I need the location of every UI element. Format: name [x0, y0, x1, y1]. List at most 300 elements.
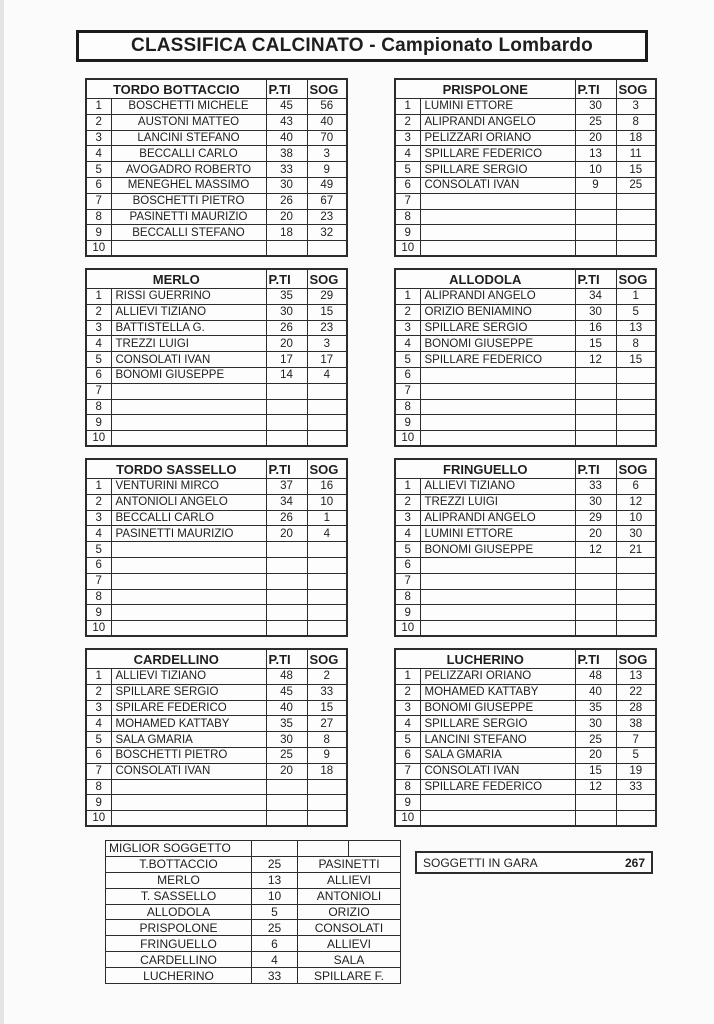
pti-cell: 25: [575, 732, 616, 748]
species-cell: T.BOTTACCIO: [106, 856, 252, 872]
table-tordo-bottaccio: [85, 78, 348, 257]
count-cell: 13: [252, 872, 298, 888]
pti-cell: 38: [266, 146, 307, 162]
pti-cell: [266, 542, 307, 558]
rank-cell: 6: [395, 177, 420, 193]
name-cell: [420, 589, 575, 605]
table-row: [395, 811, 656, 827]
table-cardellino: [85, 648, 348, 827]
pti-cell: 35: [266, 289, 307, 305]
table-row: [395, 479, 656, 495]
pti-cell: [575, 399, 616, 415]
name-cell: SPILLARE SERGIO: [420, 162, 575, 178]
rank-cell: 5: [395, 352, 420, 368]
name-cell: LUMINI ETTORE: [420, 99, 575, 115]
table-title: ALLODOLA: [395, 269, 575, 289]
table-row: [395, 352, 656, 368]
table-header-row: [86, 459, 347, 479]
sog-cell: [307, 795, 347, 811]
sog-cell: 13: [616, 669, 656, 685]
sog-cell: [307, 589, 347, 605]
sog-cell: 21: [616, 542, 656, 558]
sog-cell: 16: [307, 479, 347, 495]
pti-cell: 35: [575, 700, 616, 716]
name-cell: [420, 795, 575, 811]
rank-cell: 5: [86, 542, 111, 558]
table-row: [86, 114, 347, 130]
name-cell: ALLIEVI TIZIANO: [111, 669, 266, 685]
sog-cell: 22: [616, 684, 656, 700]
sog-cell: 9: [307, 162, 347, 178]
count-cell: 25: [252, 856, 298, 872]
table-title: LUCHERINO: [395, 649, 575, 669]
rank-cell: 9: [395, 415, 420, 431]
name-cell: SPILLARE SERGIO: [420, 320, 575, 336]
sog-cell: 49: [307, 177, 347, 193]
rank-cell: 7: [86, 193, 111, 209]
col-header-sog: SOG: [616, 459, 656, 479]
sog-cell: 2: [307, 669, 347, 685]
rank-cell: 5: [86, 352, 111, 368]
name-cell: SPILLARE FEDERICO: [420, 146, 575, 162]
table-title: PRISPOLONE: [395, 79, 575, 99]
pti-cell: 48: [266, 669, 307, 685]
table-row: [395, 146, 656, 162]
col-header-pti: P.TI: [266, 649, 307, 669]
winner-cell: PASINETTI: [298, 856, 401, 872]
sog-cell: 18: [616, 130, 656, 146]
table-row: [395, 589, 656, 605]
sog-cell: 38: [616, 716, 656, 732]
pti-cell: [575, 415, 616, 431]
rank-cell: 2: [86, 684, 111, 700]
count-cell: 25: [252, 920, 298, 936]
species-cell: T. SASSELLO: [106, 888, 252, 904]
rank-cell: 3: [86, 130, 111, 146]
pti-cell: [575, 431, 616, 447]
table-row: [86, 557, 347, 573]
page-title: CLASSIFICA CALCINATO - Campionato Lombardo: [131, 35, 593, 56]
sog-cell: 67: [307, 193, 347, 209]
table-row: [86, 763, 347, 779]
rank-cell: 6: [395, 557, 420, 573]
pti-cell: 29: [575, 510, 616, 526]
count-cell: 5: [252, 904, 298, 920]
winner-cell: ALLIEVI: [298, 872, 401, 888]
sog-cell: 3: [616, 99, 656, 115]
table-row: [86, 177, 347, 193]
pti-cell: [575, 241, 616, 257]
rank-cell: 10: [86, 621, 111, 637]
table-lucherino: [394, 648, 657, 827]
sog-cell: 5: [616, 304, 656, 320]
sog-cell: 13: [616, 320, 656, 336]
sog-cell: [616, 589, 656, 605]
name-cell: SPILLARE SERGIO: [420, 716, 575, 732]
name-cell: [111, 779, 266, 795]
pti-cell: 33: [266, 162, 307, 178]
rank-cell: 1: [86, 99, 111, 115]
pti-cell: 12: [575, 779, 616, 795]
pti-cell: 40: [266, 130, 307, 146]
sog-cell: [307, 431, 347, 447]
table-row: [86, 573, 347, 589]
table-row: [395, 542, 656, 558]
table-row: [395, 177, 656, 193]
sog-cell: 3: [307, 336, 347, 352]
sog-cell: [307, 779, 347, 795]
name-cell: [111, 557, 266, 573]
sog-cell: 6: [616, 479, 656, 495]
table-header-row: [395, 649, 656, 669]
sog-cell: [616, 241, 656, 257]
table-row: [395, 779, 656, 795]
table-row: [86, 747, 347, 763]
table-row: [86, 684, 347, 700]
rank-cell: 7: [86, 383, 111, 399]
rank-cell: 7: [86, 573, 111, 589]
rank-cell: 4: [86, 336, 111, 352]
name-cell: [420, 367, 575, 383]
table-row: [395, 700, 656, 716]
name-cell: SPILLARE FEDERICO: [420, 352, 575, 368]
winner-cell: SPILLARE F.: [298, 968, 401, 984]
sog-cell: 3: [307, 146, 347, 162]
table-row: [395, 193, 656, 209]
rank-cell: 2: [395, 114, 420, 130]
table-row: [395, 336, 656, 352]
sog-cell: [307, 399, 347, 415]
table-row: [395, 99, 656, 115]
table-row: [395, 415, 656, 431]
table-row: [86, 130, 347, 146]
rank-cell: 8: [395, 209, 420, 225]
sog-cell: [307, 415, 347, 431]
name-cell: AUSTONI MATTEO: [111, 114, 266, 130]
table-header-row: [86, 649, 347, 669]
sog-cell: [616, 795, 656, 811]
rank-cell: 9: [86, 225, 111, 241]
name-cell: [420, 431, 575, 447]
sog-cell: [616, 573, 656, 589]
rank-cell: 10: [86, 811, 111, 827]
col-header-sog: SOG: [307, 269, 347, 289]
name-cell: [111, 795, 266, 811]
col-header-sog: SOG: [616, 79, 656, 99]
name-cell: [111, 621, 266, 637]
pti-cell: 15: [575, 336, 616, 352]
miglior-soggetto-row: [106, 872, 401, 888]
name-cell: [111, 399, 266, 415]
table-row: [86, 732, 347, 748]
pti-cell: 20: [266, 526, 307, 542]
name-cell: [111, 431, 266, 447]
rank-cell: 5: [395, 542, 420, 558]
pti-cell: [266, 779, 307, 795]
empty-header-cell: [252, 841, 298, 857]
table-title: TORDO BOTTACCIO: [86, 79, 266, 99]
rank-cell: 3: [395, 510, 420, 526]
name-cell: ALIPRANDI ANGELO: [420, 510, 575, 526]
sog-cell: 15: [616, 352, 656, 368]
name-cell: CONSOLATI IVAN: [111, 763, 266, 779]
table-row: [395, 130, 656, 146]
pti-cell: 15: [575, 763, 616, 779]
pti-cell: 35: [266, 716, 307, 732]
rank-cell: 4: [395, 716, 420, 732]
table-row: [395, 304, 656, 320]
table-row: [86, 589, 347, 605]
table-row: [86, 352, 347, 368]
sog-cell: 17: [307, 352, 347, 368]
sog-cell: [616, 399, 656, 415]
name-cell: MOHAMED KATTABY: [111, 716, 266, 732]
name-cell: BONOMI GIUSEPPE: [420, 336, 575, 352]
col-header-pti: P.TI: [575, 79, 616, 99]
name-cell: [420, 621, 575, 637]
species-cell: MERLO: [106, 872, 252, 888]
sog-cell: 40: [307, 114, 347, 130]
miglior-soggetto-title: MIGLIOR SOGGETTO: [106, 841, 252, 857]
table-row: [86, 700, 347, 716]
pti-cell: 37: [266, 479, 307, 495]
table-row: [395, 684, 656, 700]
rank-cell: 10: [395, 621, 420, 637]
sog-cell: 15: [616, 162, 656, 178]
table-row: [86, 209, 347, 225]
sog-cell: 4: [307, 367, 347, 383]
name-cell: PASINETTI MAURIZIO: [111, 209, 266, 225]
pti-cell: 20: [575, 747, 616, 763]
table-row: [86, 779, 347, 795]
rank-cell: 8: [86, 779, 111, 795]
table-row: [395, 510, 656, 526]
name-cell: ANTONIOLI ANGELO: [111, 494, 266, 510]
pti-cell: 26: [266, 510, 307, 526]
count-cell: 10: [252, 888, 298, 904]
rank-cell: 6: [86, 177, 111, 193]
pti-cell: 48: [575, 669, 616, 685]
name-cell: TREZZI LUIGI: [420, 494, 575, 510]
rank-cell: 1: [395, 479, 420, 495]
rank-cell: 1: [395, 289, 420, 305]
rank-cell: 8: [395, 399, 420, 415]
pti-cell: 34: [575, 289, 616, 305]
name-cell: PASINETTI MAURIZIO: [111, 526, 266, 542]
pti-cell: 14: [266, 367, 307, 383]
table-header-row: [86, 79, 347, 99]
name-cell: [420, 811, 575, 827]
pti-cell: 40: [575, 684, 616, 700]
table-header-row: [395, 459, 656, 479]
name-cell: ALLIEVI TIZIANO: [111, 304, 266, 320]
rank-cell: 4: [86, 716, 111, 732]
sog-cell: 9: [307, 747, 347, 763]
col-header-sog: SOG: [307, 79, 347, 99]
rank-cell: 10: [395, 431, 420, 447]
table-row: [86, 367, 347, 383]
rank-cell: 4: [86, 146, 111, 162]
name-cell: LANCINI STEFANO: [111, 130, 266, 146]
pti-cell: [575, 589, 616, 605]
pti-cell: 16: [575, 320, 616, 336]
name-cell: SALA GMARIA: [111, 732, 266, 748]
table-row: [395, 732, 656, 748]
pti-cell: 30: [266, 732, 307, 748]
sog-cell: 27: [307, 716, 347, 732]
pti-cell: 18: [266, 225, 307, 241]
rank-cell: 7: [395, 383, 420, 399]
sog-cell: [616, 383, 656, 399]
pti-cell: [575, 811, 616, 827]
pti-cell: [266, 621, 307, 637]
rank-cell: 7: [395, 573, 420, 589]
pti-cell: [575, 225, 616, 241]
name-cell: CONSOLATI IVAN: [111, 352, 266, 368]
rank-cell: 2: [395, 304, 420, 320]
sog-cell: [307, 621, 347, 637]
col-header-sog: SOG: [307, 649, 347, 669]
pti-cell: 30: [575, 494, 616, 510]
sog-cell: 29: [307, 289, 347, 305]
rank-cell: 6: [395, 367, 420, 383]
rank-cell: 1: [86, 289, 111, 305]
count-cell: 4: [252, 952, 298, 968]
pti-cell: 26: [266, 193, 307, 209]
name-cell: [111, 573, 266, 589]
pti-cell: [266, 811, 307, 827]
sog-cell: 32: [307, 225, 347, 241]
table-row: [86, 542, 347, 558]
sog-cell: [616, 193, 656, 209]
table-row: [395, 320, 656, 336]
pti-cell: 9: [575, 177, 616, 193]
table-title: MERLO: [86, 269, 266, 289]
name-cell: ALLIEVI TIZIANO: [420, 479, 575, 495]
sog-cell: [616, 415, 656, 431]
table-allodola: [394, 268, 657, 447]
pti-cell: 20: [575, 130, 616, 146]
rank-cell: 10: [86, 241, 111, 257]
col-header-sog: SOG: [616, 649, 656, 669]
table-row: [395, 605, 656, 621]
sog-cell: [307, 542, 347, 558]
sog-cell: 10: [616, 510, 656, 526]
pti-cell: 25: [575, 114, 616, 130]
sog-cell: 1: [616, 289, 656, 305]
name-cell: [420, 557, 575, 573]
table-row: [86, 526, 347, 542]
table-row: [395, 383, 656, 399]
table-row: [395, 225, 656, 241]
rank-cell: 3: [86, 510, 111, 526]
sog-cell: [616, 431, 656, 447]
table-row: [86, 510, 347, 526]
species-cell: ALLODOLA: [106, 904, 252, 920]
table-row: [86, 162, 347, 178]
name-cell: BECCALLI CARLO: [111, 146, 266, 162]
table-row: [86, 146, 347, 162]
col-header-pti: P.TI: [575, 459, 616, 479]
table-title: TORDO SASSELLO: [86, 459, 266, 479]
sog-cell: 7: [616, 732, 656, 748]
sog-cell: [616, 621, 656, 637]
soggetti-in-gara-value: 267: [624, 855, 645, 870]
rank-cell: 4: [395, 526, 420, 542]
col-header-pti: P.TI: [266, 459, 307, 479]
count-cell: 6: [252, 936, 298, 952]
sog-cell: 4: [307, 526, 347, 542]
name-cell: [420, 573, 575, 589]
pti-cell: 20: [575, 526, 616, 542]
sog-cell: [307, 811, 347, 827]
rank-cell: 6: [395, 747, 420, 763]
table-row: [395, 669, 656, 685]
pti-cell: [575, 621, 616, 637]
table-row: [86, 431, 347, 447]
miglior-soggetto-row: [106, 888, 401, 904]
rank-cell: 3: [86, 320, 111, 336]
table-row: [86, 289, 347, 305]
rank-cell: 5: [395, 732, 420, 748]
name-cell: BOSCHETTI MICHELE: [111, 99, 266, 115]
name-cell: [420, 225, 575, 241]
table-row: [395, 494, 656, 510]
sog-cell: 8: [616, 336, 656, 352]
sog-cell: [616, 557, 656, 573]
pti-cell: 30: [575, 99, 616, 115]
table-row: [86, 336, 347, 352]
table-row: [86, 304, 347, 320]
name-cell: MOHAMED KATTABY: [420, 684, 575, 700]
empty-header-cell: [349, 841, 401, 857]
sog-cell: [616, 811, 656, 827]
col-header-pti: P.TI: [266, 79, 307, 99]
col-header-pti: P.TI: [266, 269, 307, 289]
name-cell: MENEGHEL MASSIMO: [111, 177, 266, 193]
name-cell: AVOGADRO ROBERTO: [111, 162, 266, 178]
table-row: [395, 431, 656, 447]
pti-cell: [575, 795, 616, 811]
table-row: [395, 114, 656, 130]
table-header-row: [395, 79, 656, 99]
table-row: [395, 526, 656, 542]
rank-cell: 3: [86, 700, 111, 716]
sog-cell: 8: [616, 114, 656, 130]
pti-cell: 43: [266, 114, 307, 130]
table-row: [395, 763, 656, 779]
rank-cell: 5: [86, 162, 111, 178]
name-cell: VENTURINI MIRCO: [111, 479, 266, 495]
rank-cell: 6: [86, 557, 111, 573]
name-cell: BONOMI GIUSEPPE: [111, 367, 266, 383]
sog-cell: [307, 557, 347, 573]
name-cell: [111, 589, 266, 605]
sog-cell: 23: [307, 209, 347, 225]
rank-cell: 7: [395, 193, 420, 209]
rank-cell: 4: [86, 526, 111, 542]
rank-cell: 8: [86, 399, 111, 415]
species-cell: PRISPOLONE: [106, 920, 252, 936]
pti-cell: [575, 209, 616, 225]
sog-cell: 33: [616, 779, 656, 795]
miglior-soggetto-row: [106, 920, 401, 936]
pti-cell: 13: [575, 146, 616, 162]
pti-cell: [266, 399, 307, 415]
miglior-soggetto-header-row: [106, 841, 401, 857]
table-row: [86, 399, 347, 415]
miglior-soggetto-table: [105, 840, 401, 984]
